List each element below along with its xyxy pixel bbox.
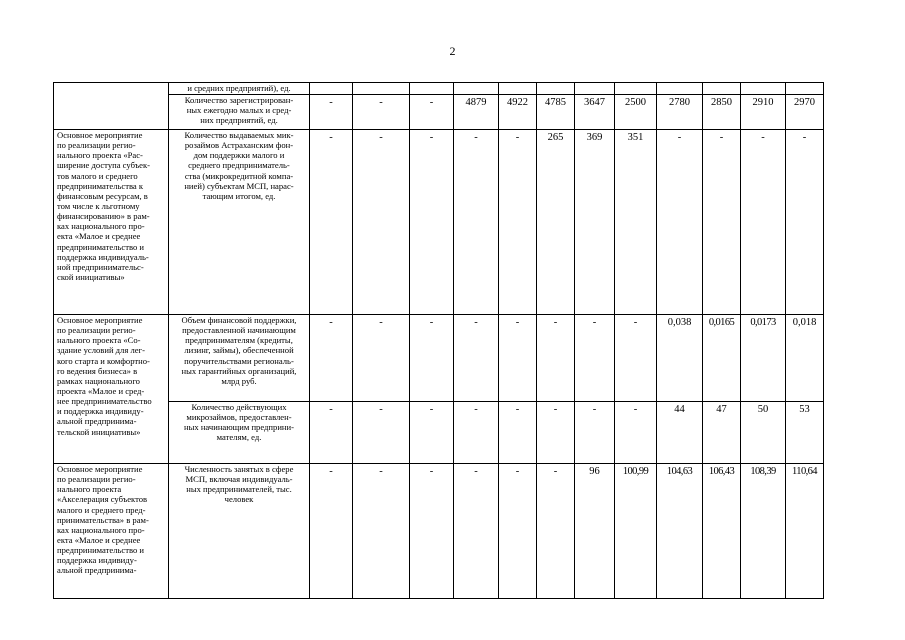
indicator-cell: и средних предприятий), ед. xyxy=(169,83,310,95)
value-cell: 106,43 xyxy=(703,464,741,599)
value-cell xyxy=(741,83,786,95)
value-cell: 110,64 xyxy=(786,464,824,599)
value-cell: - xyxy=(410,402,454,464)
value-cell: - xyxy=(537,464,575,599)
value-cell xyxy=(537,83,575,95)
value-cell: - xyxy=(353,130,410,315)
value-cell xyxy=(310,83,353,95)
value-cell: - xyxy=(353,464,410,599)
value-cell: 351 xyxy=(615,130,657,315)
value-cell: - xyxy=(499,130,537,315)
value-cell: 108,39 xyxy=(741,464,786,599)
value-cell: - xyxy=(410,130,454,315)
value-cell: 53 xyxy=(786,402,824,464)
value-cell xyxy=(703,83,741,95)
value-cell: - xyxy=(310,130,353,315)
value-cell: - xyxy=(310,95,353,130)
value-cell: - xyxy=(741,130,786,315)
value-cell: - xyxy=(410,464,454,599)
value-cell: - xyxy=(615,315,657,402)
value-cell: - xyxy=(353,315,410,402)
activity-cell: Основное мероприятие по реализации регио- нального проекта «Акселерация субъектов малого и среднего пред- принимательства» в рам- ках национального про- екта «Малое и среднее предпринимательство и поддержка индивиду- альной предпринима- xyxy=(54,464,169,599)
table-row xyxy=(54,402,824,464)
value-cell: - xyxy=(310,402,353,464)
indicator-cell: Количество действующих микрозаймов, предоставлен- ных начинающим предприни- мателям, ед. xyxy=(169,402,310,464)
value-cell xyxy=(499,83,537,95)
value-cell xyxy=(786,83,824,95)
indicator-cell: Количество выдаваемых мик- розаймов Астраханским фон- дом поддержки малого и среднего предприниматель- ства (микрокредитной компа- нией) субъектам МСП, нарас- тающим итогом, ед. xyxy=(169,130,310,315)
value-cell: 50 xyxy=(741,402,786,464)
value-cell: 100,99 xyxy=(615,464,657,599)
indicators-table xyxy=(53,82,824,599)
value-cell: - xyxy=(353,402,410,464)
value-cell: - xyxy=(537,402,575,464)
activity-cell: Основное мероприятие по реализации регио- нального проекта «Рас- ширение доступа субъек- тов малого и среднего предпринимательства к финансовым ресурсам, в том числе к льготному финансированию» в рам- ках национального про- екта «Малое и среднее предпринимательство и поддержка индивидуаль- ной предпринимательс- ской инициативы» xyxy=(54,130,169,315)
value-cell xyxy=(657,83,703,95)
value-cell: 47 xyxy=(703,402,741,464)
value-cell: 0,018 xyxy=(786,315,824,402)
value-cell: - xyxy=(454,315,499,402)
value-cell: - xyxy=(499,464,537,599)
value-cell: 4785 xyxy=(537,95,575,130)
value-cell: 369 xyxy=(575,130,615,315)
value-cell: - xyxy=(499,402,537,464)
value-cell: - xyxy=(657,130,703,315)
value-cell: - xyxy=(786,130,824,315)
value-cell: - xyxy=(575,315,615,402)
value-cell: - xyxy=(454,464,499,599)
value-cell: 0,038 xyxy=(657,315,703,402)
value-cell: - xyxy=(454,130,499,315)
table-row xyxy=(54,464,824,599)
indicator-cell: Численность занятых в сфере МСП, включая индивидуаль- ных предпринимателей, тыс. человек xyxy=(169,464,310,599)
value-cell: 2850 xyxy=(703,95,741,130)
table-row xyxy=(54,315,824,402)
value-cell: 2970 xyxy=(786,95,824,130)
value-cell: - xyxy=(575,402,615,464)
value-cell: - xyxy=(615,402,657,464)
value-cell xyxy=(454,83,499,95)
value-cell: 3647 xyxy=(575,95,615,130)
activity-cell xyxy=(54,83,169,130)
value-cell: 2780 xyxy=(657,95,703,130)
value-cell: - xyxy=(310,315,353,402)
value-cell: 44 xyxy=(657,402,703,464)
table-row xyxy=(54,130,824,315)
value-cell: 4922 xyxy=(499,95,537,130)
table-row xyxy=(54,83,824,95)
indicator-cell: Количество зарегистрирован- ных ежегодно малых и сред- них предприятий, ед. xyxy=(169,95,310,130)
value-cell: 0,0165 xyxy=(703,315,741,402)
value-cell: - xyxy=(410,315,454,402)
value-cell xyxy=(410,83,454,95)
value-cell: 0,0173 xyxy=(741,315,786,402)
indicator-cell: Объем финансовой поддержки, предоставленной начинающим предпринимателям (кредиты, лизинг, займы), обеспеченной поручительствами региональ- ных гарантийных организаций, млрд руб. xyxy=(169,315,310,402)
value-cell: 96 xyxy=(575,464,615,599)
value-cell xyxy=(615,83,657,95)
value-cell xyxy=(575,83,615,95)
value-cell: - xyxy=(537,315,575,402)
value-cell: 4879 xyxy=(454,95,499,130)
value-cell: 265 xyxy=(537,130,575,315)
value-cell: 2910 xyxy=(741,95,786,130)
value-cell: - xyxy=(310,464,353,599)
value-cell: - xyxy=(353,95,410,130)
page-number: 2 xyxy=(449,44,456,58)
value-cell: 104,63 xyxy=(657,464,703,599)
value-cell: - xyxy=(410,95,454,130)
value-cell xyxy=(353,83,410,95)
value-cell: - xyxy=(703,130,741,315)
activity-cell: Основное мероприятие по реализации регио- нального проекта «Со- здание условий для лег- кого старта и комфортно- го ведения бизнеса» в рамках национального проекта «Малое и сред- нее предпринимательство и поддержка индивиду- альной предпринима- тельской инициативы» xyxy=(54,315,169,464)
table-row xyxy=(54,95,824,130)
value-cell: - xyxy=(499,315,537,402)
value-cell: - xyxy=(454,402,499,464)
value-cell: 2500 xyxy=(615,95,657,130)
